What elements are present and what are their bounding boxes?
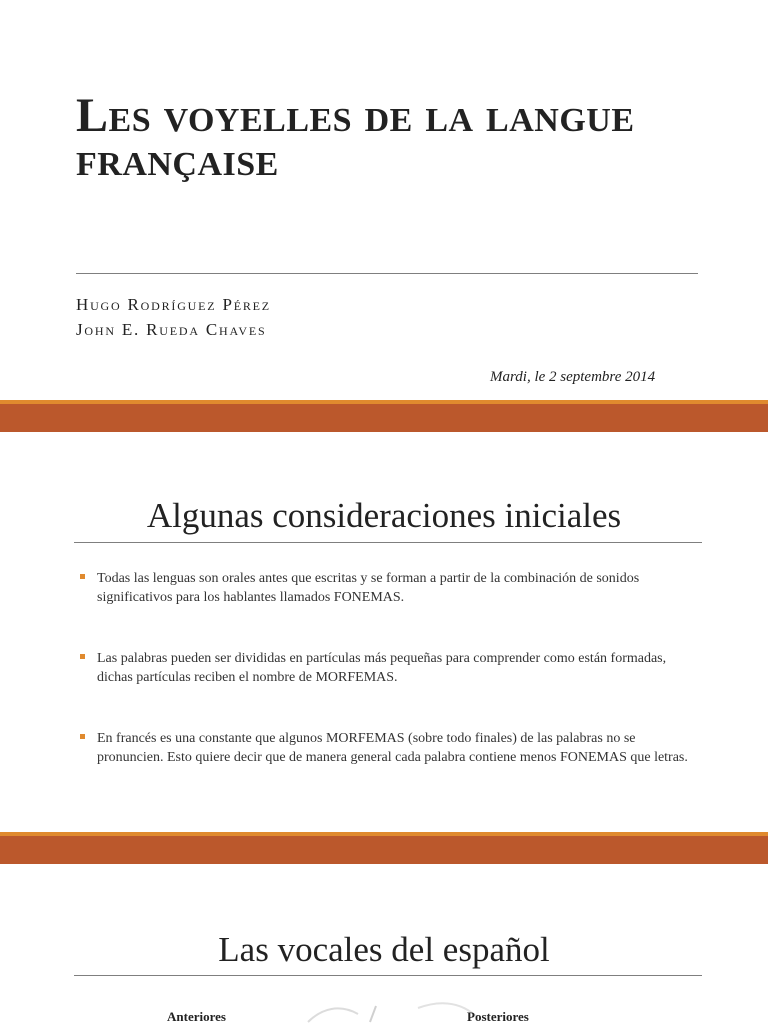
title-slide — [0, 0, 768, 400]
bullet-text: En francés es una constante que algunos MORFEMAS (sobre todo finales) de las palabras no se pronuncien. Esto quiere decir que de manera general cada palabra contiene menos FONEMAS que letras. — [97, 731, 688, 765]
bullet-item — [80, 649, 700, 687]
column-label-posteriores: Posteriores — [467, 1009, 529, 1024]
bullet-list — [80, 569, 700, 809]
column-label-anteriores: Anteriores — [167, 1009, 226, 1024]
author-name: Hugo Rodríguez Pérez — [76, 295, 271, 314]
presentation-title: Les voyelles de la langue française — [76, 89, 635, 186]
bullet-text: Todas las lenguas son orales antes que escritas y se forman a partir de la combinación de sonidos significativos para los hablantes llamados FONEMAS. — [97, 571, 640, 605]
title-divider — [76, 273, 698, 274]
square-bullet-icon — [80, 654, 85, 659]
separator-highlight — [0, 400, 768, 404]
author-name: John E. Rueda Chaves — [76, 320, 267, 339]
bullet-text: Las palabras pueden ser divididas en partículas más pequeñas para comprender como están formadas, dichas partículas reciben el nombre de MORFEMAS. — [97, 651, 667, 685]
spanish-vowels-slide — [0, 864, 768, 1024]
heading-divider — [74, 975, 702, 976]
separator-highlight — [0, 832, 768, 836]
heading-divider — [74, 542, 702, 543]
presentation-date: Mardi, le 2 septembre 2014 — [490, 369, 656, 385]
square-bullet-icon — [80, 574, 85, 579]
bullet-item — [80, 569, 700, 607]
slide-separator — [0, 400, 768, 432]
slide-separator — [0, 832, 768, 864]
square-bullet-icon — [80, 734, 85, 739]
considerations-slide — [0, 432, 768, 832]
slide-heading: Las vocales del español — [218, 930, 550, 969]
bullet-item — [80, 729, 700, 767]
slide-heading: Algunas consideraciones iniciales — [146, 496, 622, 535]
